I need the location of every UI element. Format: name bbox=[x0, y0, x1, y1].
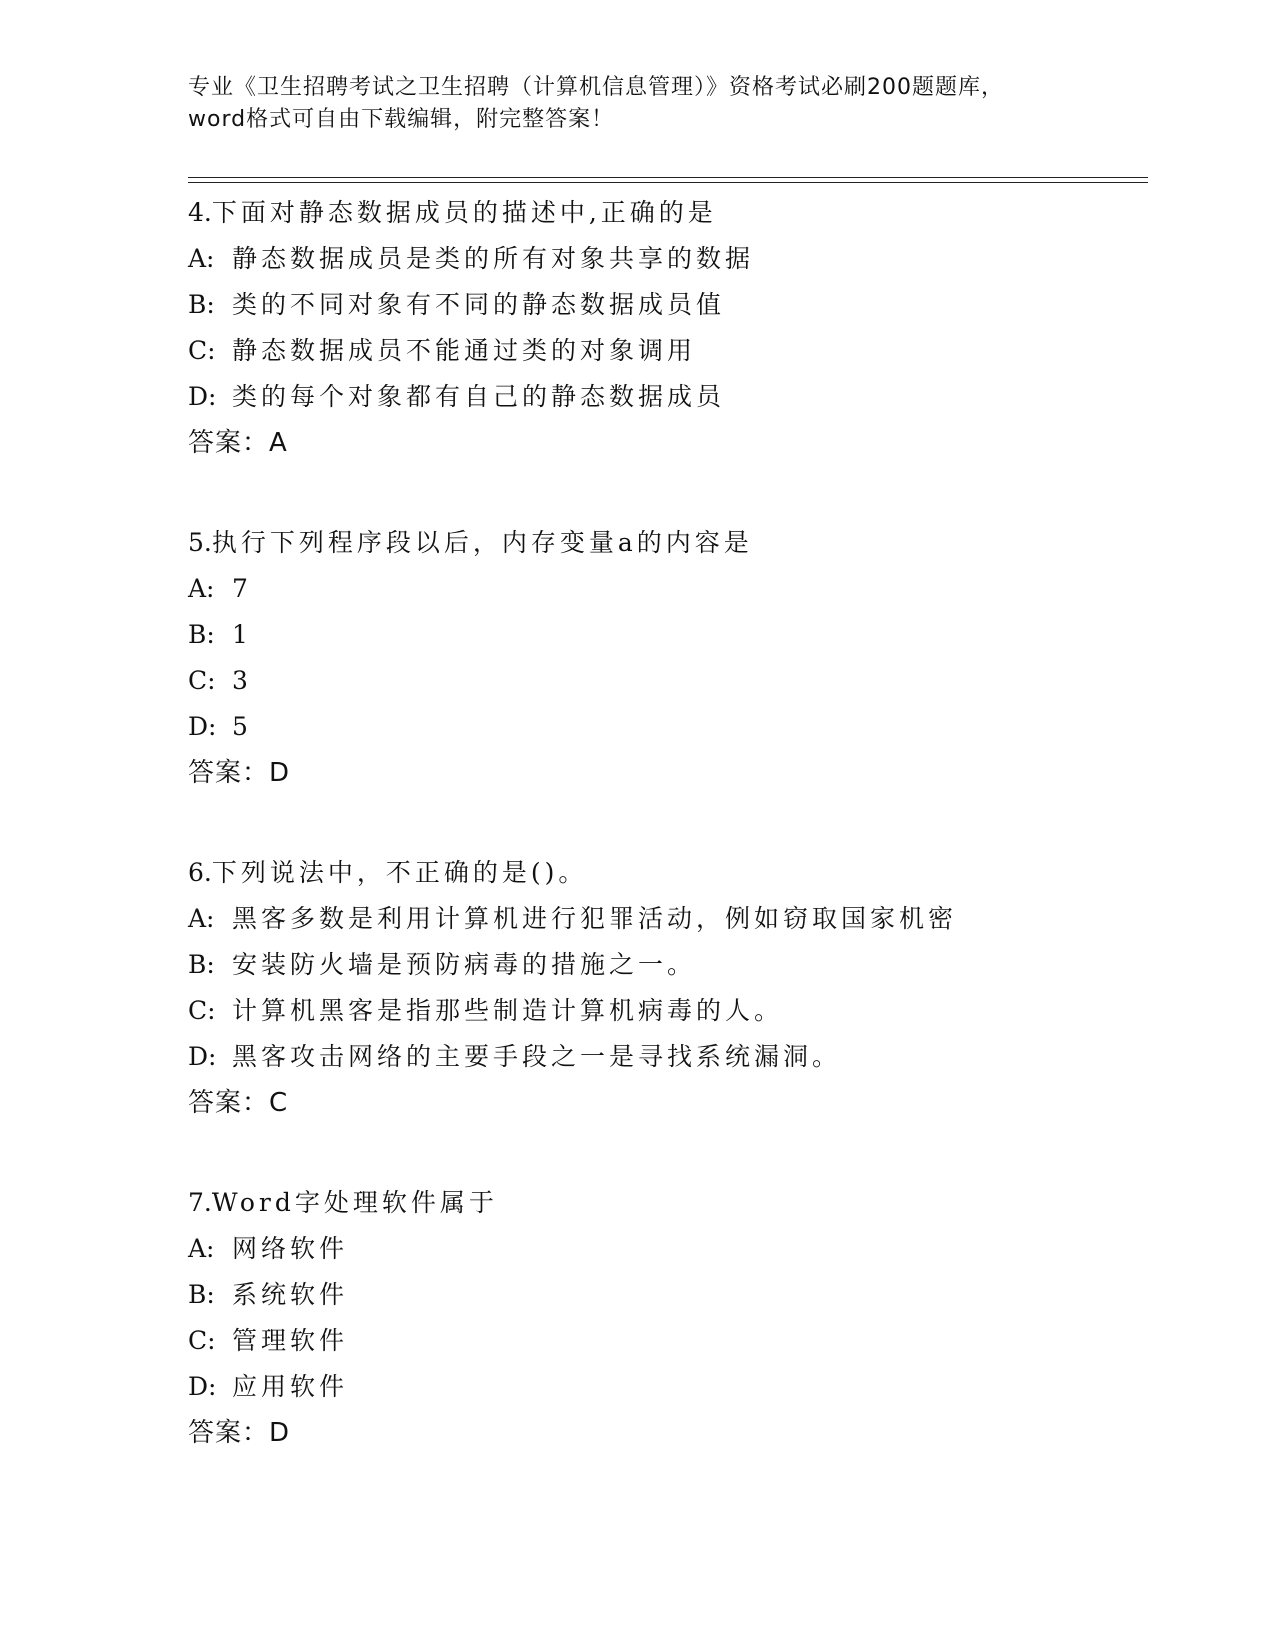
option-b bbox=[188, 1272, 1188, 1318]
option-text: 3 bbox=[232, 666, 252, 695]
option-d bbox=[188, 374, 1188, 420]
option-label: A: bbox=[188, 574, 215, 603]
question-text: 下列说法中，不正确的是()。 bbox=[211, 858, 588, 887]
question-text: 执行下列程序段以后，内存变量a的内容是 bbox=[211, 528, 753, 557]
option-a bbox=[188, 896, 1188, 942]
option-text: 网络软件 bbox=[232, 1234, 349, 1263]
option-c bbox=[188, 1318, 1188, 1364]
answer-line: 答案：C bbox=[188, 1088, 289, 1118]
option-d bbox=[188, 704, 1188, 750]
option-a bbox=[188, 236, 1188, 282]
option-text: 1 bbox=[232, 620, 252, 649]
question-text: 下面对静态数据成员的描述中,正确的是 bbox=[211, 198, 717, 227]
option-label: B: bbox=[188, 950, 215, 979]
option-b bbox=[188, 282, 1188, 328]
option-d bbox=[188, 1034, 1188, 1080]
option-label: B: bbox=[188, 1280, 215, 1309]
option-text: 安装防火墙是预防病毒的措施之一。 bbox=[232, 950, 697, 979]
option-label: D: bbox=[188, 382, 217, 411]
option-text: 计算机黑客是指那些制造计算机病毒的人。 bbox=[232, 996, 784, 1025]
option-label: C: bbox=[188, 666, 216, 695]
answer-line: 答案：D bbox=[188, 1418, 291, 1448]
option-text: 应用软件 bbox=[232, 1372, 349, 1401]
header-divider-bottom bbox=[188, 182, 1148, 183]
question-5 bbox=[188, 520, 1188, 796]
document-header bbox=[188, 72, 1088, 136]
option-label: D: bbox=[188, 712, 217, 741]
question-number: 4. bbox=[188, 198, 212, 227]
option-text: 7 bbox=[232, 574, 252, 603]
option-text: 类的每个对象都有自己的静态数据成员 bbox=[232, 382, 726, 411]
option-label: B: bbox=[188, 620, 215, 649]
option-text: 管理软件 bbox=[232, 1326, 349, 1355]
question-stem bbox=[188, 520, 1188, 566]
option-text: 黑客多数是利用计算机进行犯罪活动，例如窃取国家机密 bbox=[232, 904, 958, 933]
option-text: 静态数据成员不能通过类的对象调用 bbox=[232, 336, 697, 365]
header-line-1: 专业《卫生招聘考试之卫生招聘（计算机信息管理）》资格考试必刷200题题库， bbox=[188, 75, 1004, 100]
header-line-2: word格式可自由下载编辑，附完整答案！ bbox=[188, 107, 615, 132]
question-number: 5. bbox=[188, 528, 212, 557]
option-d bbox=[188, 1364, 1188, 1410]
option-c bbox=[188, 988, 1188, 1034]
question-stem bbox=[188, 190, 1188, 236]
option-label: A: bbox=[188, 1234, 215, 1263]
option-label: D: bbox=[188, 1042, 217, 1071]
option-label: A: bbox=[188, 904, 215, 933]
option-c bbox=[188, 328, 1188, 374]
option-b bbox=[188, 942, 1188, 988]
option-label: C: bbox=[188, 1326, 216, 1355]
question-7 bbox=[188, 1180, 1188, 1456]
option-c bbox=[188, 658, 1188, 704]
question-6 bbox=[188, 850, 1188, 1126]
question-text: Word字处理软件属于 bbox=[211, 1188, 498, 1217]
option-label: B: bbox=[188, 290, 215, 319]
question-stem bbox=[188, 1180, 1188, 1226]
option-a bbox=[188, 1226, 1188, 1272]
option-label: C: bbox=[188, 996, 216, 1025]
option-text: 5 bbox=[232, 712, 252, 741]
question-number: 6. bbox=[188, 858, 212, 887]
option-b bbox=[188, 612, 1188, 658]
question-4 bbox=[188, 190, 1188, 466]
option-label: A: bbox=[188, 244, 215, 273]
option-text: 系统软件 bbox=[232, 1280, 349, 1309]
question-list bbox=[188, 190, 1188, 1510]
option-label: D: bbox=[188, 1372, 217, 1401]
question-number: 7. bbox=[188, 1188, 212, 1217]
option-text: 静态数据成员是类的所有对象共享的数据 bbox=[232, 244, 755, 273]
option-text: 黑客攻击网络的主要手段之一是寻找系统漏洞。 bbox=[232, 1042, 842, 1071]
answer-line: 答案：A bbox=[188, 428, 288, 458]
option-label: C: bbox=[188, 336, 216, 365]
option-text: 类的不同对象有不同的静态数据成员值 bbox=[232, 290, 726, 319]
header-divider-top bbox=[188, 177, 1148, 178]
answer-line: 答案：D bbox=[188, 758, 291, 788]
question-stem bbox=[188, 850, 1188, 896]
option-a bbox=[188, 566, 1188, 612]
